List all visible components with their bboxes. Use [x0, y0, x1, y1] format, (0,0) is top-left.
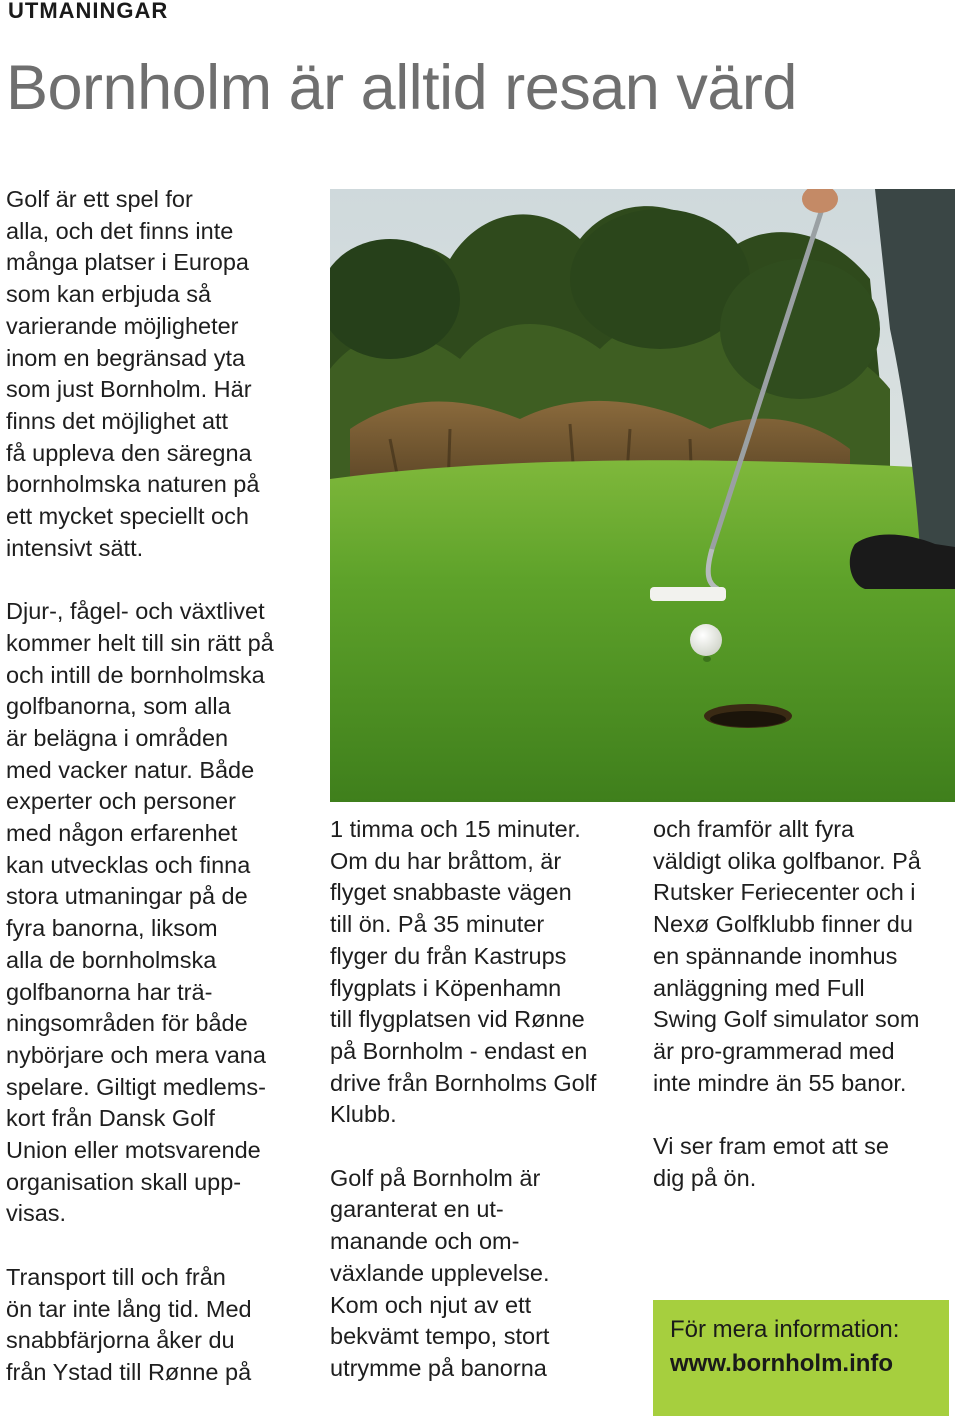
text-column-left: [6, 184, 311, 1389]
golf-photo-illustration: [330, 189, 955, 802]
paragraph: Vi ser fram emot att se dig på ön.: [653, 1133, 889, 1191]
section-label: UTMANINGAR: [8, 0, 169, 23]
info-box-label: För mera information:: [670, 1316, 900, 1343]
paragraph: Transport till och från ön tar inte lång tid. Med snabbfärjorna åker du från Ystad till Rønne på: [6, 1263, 252, 1385]
paragraph: Djur-, fågel- och växtlivet kommer helt till sin rätt på och intill de bornholmska golfbanorna, som alla är belägna i områden med vacker natur. Både experter och personer med någon erfarenhet kan utvecklas och finna stora utmaningar på de fyra banorna, liksom alla de bornholmska golfbanorna har trä- ningsområden för både nybörjare och mera vana spelare. Giltigt medlems- kort från Dansk Golf Union eller motsvarende organisation skall upp- visas.: [6, 598, 274, 1227]
website-link[interactable]: www.bornholm.info: [670, 1350, 894, 1377]
paragraph: Golf på Bornholm är garanterat en ut- manande och om- växlande upplevelse. Kom och njut av ett bekvämt tempo, stort utrymme på banorna: [330, 1164, 550, 1381]
text-column-middle: [330, 814, 635, 1385]
paragraph: 1 timma och 15 minuter. Om du har bråttom, är flyget snabbaste vägen till ön. På 35 minuter flyger du från Kastrups flygplats i Köpenhamn till flygplatsen vid Rønne på Bornholm - endast en drive från Bornholms Golf Klubb.: [330, 816, 597, 1128]
golf-putting-photo: [330, 189, 955, 802]
info-box: [653, 1300, 949, 1416]
paragraph: och framför allt fyra väldigt olika golfbanor. På Rutsker Feriecenter och i Nexø Golfklubb finner du en spännande inomhus anläggning med Full Swing Golf simulator som är pro-grammerad med inte mindre än 55 banor.: [653, 816, 921, 1096]
text-column-right: [653, 814, 960, 1194]
paragraph: Golf är ett spel for alla, och det finns inte många platser i Europa som kan erbjuda så varierande möjligheter inom en begränsad yta som just Bornholm. Här finns det möjlighet att få uppleva den säregna bornholmska naturen på ett mycket speciellt och intensivt sätt.: [6, 186, 260, 561]
page-title: Bornholm är alltid resan värd: [6, 53, 797, 123]
